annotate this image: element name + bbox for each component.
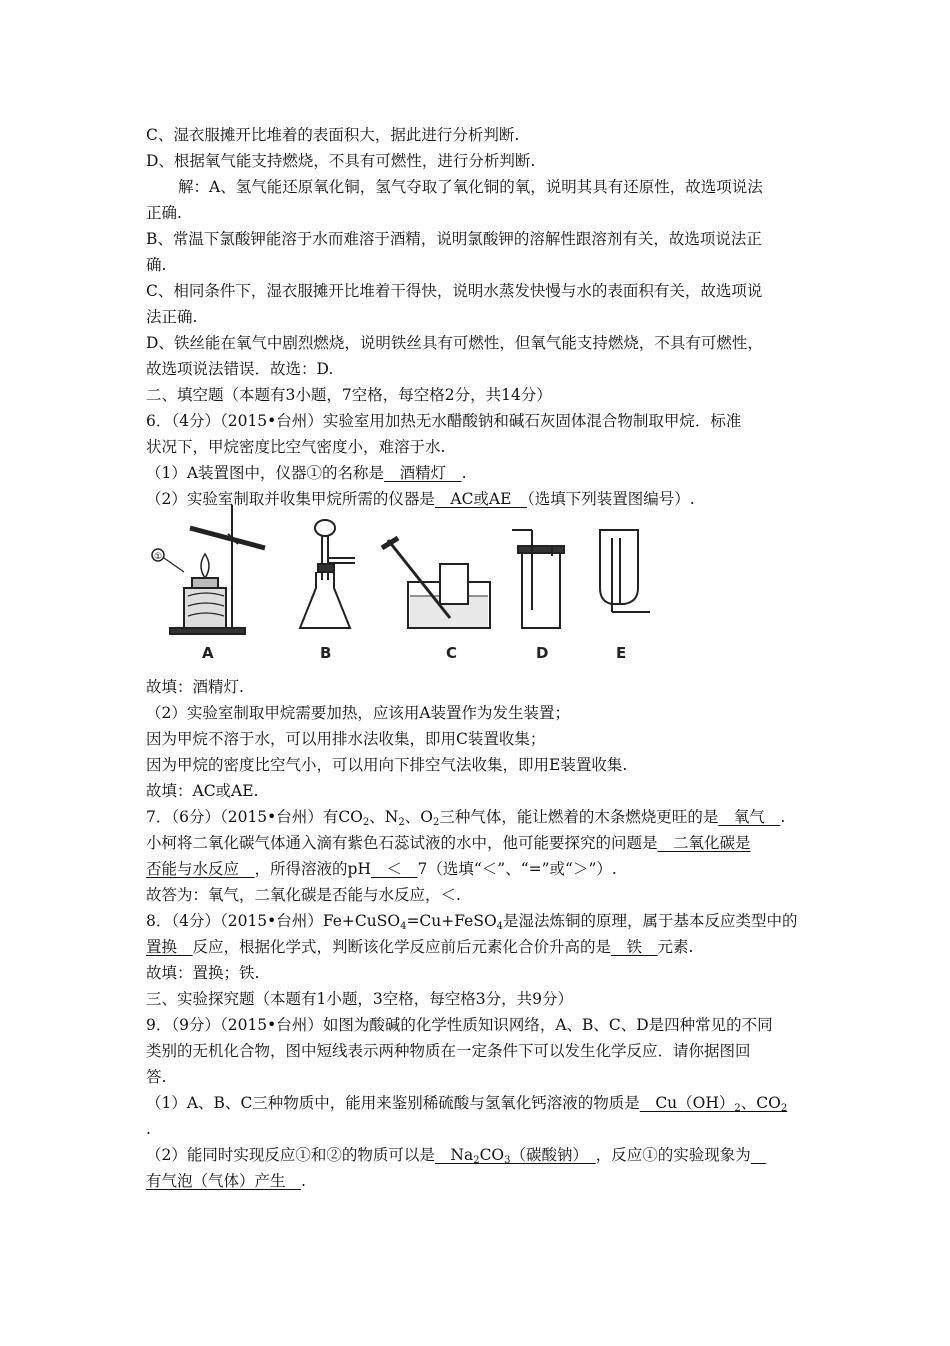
text-span: 、O — [404, 808, 433, 826]
apparatus-d — [512, 530, 564, 628]
text-span: ，反应①的实验现象为 — [595, 1146, 751, 1164]
subscript: 4 — [400, 921, 407, 932]
figure-label-c: C — [446, 644, 458, 662]
figure-label-b: B — [320, 644, 332, 662]
subscript: 2 — [398, 817, 405, 828]
question-6-part-1 — [146, 460, 467, 486]
question-6-text: 6．（4分）（2015•台州）实验室用加热无水醋酸钠和碱石灰固体混合物制取甲烷．标准 — [146, 412, 742, 430]
text-line: C、湿衣服摊开比堆着的表面积大，据此进行分析判断. — [146, 126, 520, 144]
text-line: D、铁丝能在氧气中剧烈燃烧，说明铁丝具有可燃性，但氧气能支持燃烧，不具有可燃性， — [146, 334, 763, 352]
text-span: 7（选填“＜”、“=”或“＞”）. — [417, 860, 617, 878]
text-line: C、相同条件下，湿衣服摊开比堆着干得快，说明水蒸发快慢与水的表面积有关，故选项说 — [146, 282, 763, 300]
text-line: 解：A、氢气能还原氧化铜，氢气夺取了氧化铜的氧，说明其具有还原性，故选项说法 — [178, 178, 763, 196]
answer-blank: 否能与水反应 — [146, 860, 255, 878]
subscript: 2 — [362, 817, 370, 828]
text-line — [146, 830, 751, 856]
subscript: 2 — [432, 817, 440, 828]
answer-blank — [640, 1094, 787, 1112]
section-heading: 三、实验探究题（本题有1小题，3空格，每空格3分，共9分） — [146, 990, 573, 1008]
subscript: 2 — [780, 1103, 788, 1114]
apparatus-figure — [150, 500, 670, 640]
prompt: （1）A装置图中，仪器①的名称是 — [146, 464, 385, 482]
text-line: 故填：置换；铁. — [146, 964, 260, 982]
text-span: Na — [434, 1146, 474, 1164]
text-span: ，所得溶液的pH — [254, 860, 371, 878]
text-line: D、根据氧气能支持燃烧，不具有可燃性，进行分析判断. — [146, 152, 536, 170]
question-7-text — [146, 804, 785, 830]
text-line: 法正确. — [146, 308, 198, 326]
text-line: 确. — [146, 256, 167, 274]
section-heading: 二、填空题（本题有3小题，7空格，每空格2分，共14分） — [146, 386, 552, 404]
text-line: （2）实验室制取甲烷需要加热，应该用A装置作为发生装置； — [146, 704, 571, 722]
text-line: 故选项说法错误．故选：D. — [146, 360, 334, 378]
question-8-text — [146, 908, 798, 934]
text-line: . — [146, 1120, 151, 1138]
text-span: 、CO — [740, 1094, 781, 1112]
punct: . — [461, 464, 467, 482]
text-span: =Cu+FeSO — [406, 912, 497, 930]
subscript: 2 — [473, 1155, 480, 1166]
text-line — [146, 1168, 306, 1194]
text-span: （1）A、B、C三种物质中，能用来鉴别稀硫酸与氢氧化钙溶液的物质是 — [146, 1094, 640, 1112]
answer-blank — [751, 1146, 767, 1164]
text-line — [146, 934, 693, 960]
text-span: 是湿法炼铜的原理，属于基本反应类型中的 — [503, 912, 798, 930]
text-span: 三种气体，能让燃着的木条燃烧更旺的是 — [439, 808, 719, 826]
answer-blank: 有气泡（气体）产生 — [146, 1172, 302, 1190]
text-span: 反应，根据化学式，判断该化学反应前后元素化合价升高的是 — [192, 938, 612, 956]
answer-blank: 氧气 — [718, 808, 781, 826]
prompt-suffix: （选填下列装置图编号）. — [526, 490, 695, 508]
text-line: 故填：AC或AE. — [146, 782, 259, 800]
figure-label-a: A — [202, 644, 214, 662]
text-span: 7．（6分）（2015•台州）有CO — [146, 808, 363, 826]
answer-blank — [435, 1146, 596, 1164]
question-9-part-1 — [146, 1090, 787, 1116]
instrument-marker: ① — [153, 552, 163, 562]
apparatus-c — [382, 538, 490, 628]
answer-blank: ＜ — [370, 860, 418, 878]
answer-blank: 二氧化碳是 — [657, 834, 751, 852]
answer-blank: 铁 — [611, 938, 658, 956]
subscript: 2 — [734, 1103, 741, 1114]
text-span: （碳酸钠） — [510, 1146, 596, 1164]
answer-blank: 置换 — [146, 938, 193, 956]
prompt: （2）实验室制取并收集甲烷所需的仪器是 — [146, 490, 435, 508]
text-line: 因为甲烷不溶于水，可以用排水法收集，即用C装置收集； — [146, 730, 546, 748]
question-9-text: 9．（9分）（2015•台州）如图为酸碱的化学性质知识网络，A、B、C、D是四种常见的不同 — [146, 1016, 773, 1034]
text-line: 状况下，甲烷密度比空气密度小，难溶于水. — [146, 438, 446, 456]
text-span: 、N — [369, 808, 399, 826]
answer-blank: AC或AE — [434, 490, 527, 508]
punct: . — [780, 808, 786, 826]
text-span: CO — [479, 1146, 505, 1164]
figure-label-d: D — [536, 644, 549, 662]
apparatus-b — [300, 520, 355, 628]
text-span: Cu（OH） — [639, 1094, 735, 1112]
text-line: 故答为：氧气，二氧化碳是否能与水反应，＜. — [146, 886, 461, 904]
figure-label-e: E — [616, 644, 627, 662]
question-9-part-2 — [146, 1142, 766, 1168]
text-span: （2）能同时实现反应①和②的物质可以是 — [146, 1146, 435, 1164]
subscript: 3 — [504, 1155, 511, 1166]
text-span: 小柯将二氧化碳气体通入滴有紫色石蕊试液的水中，他可能要探究的问题是 — [146, 834, 658, 852]
text-line: 因为甲烷的密度比空气小，可以用向下排空气法收集，即用E装置收集. — [146, 756, 628, 774]
text-line: B、常温下氯酸钾能溶于水而难溶于酒精，说明氯酸钾的溶解性跟溶剂有关，故选项说法正 — [146, 230, 762, 248]
text-line: 类别的无机化合物，图中短线表示两种物质在一定条件下可以发生化学反应．请你据图回 — [146, 1042, 751, 1060]
answer-blank: 酒精灯 — [384, 464, 462, 482]
text-line: 故填：酒精灯. — [146, 678, 244, 696]
subscript: 4 — [496, 921, 504, 932]
punct: . — [301, 1172, 306, 1190]
apparatus-e — [600, 530, 650, 612]
text-line: 答. — [146, 1068, 167, 1086]
text-line: 正确. — [146, 204, 182, 222]
text-span: 8．（4分）（2015•台州）Fe+CuSO — [146, 912, 401, 930]
text-line — [146, 856, 617, 882]
apparatus-a — [152, 505, 265, 634]
text-span: 元素. — [657, 938, 694, 956]
